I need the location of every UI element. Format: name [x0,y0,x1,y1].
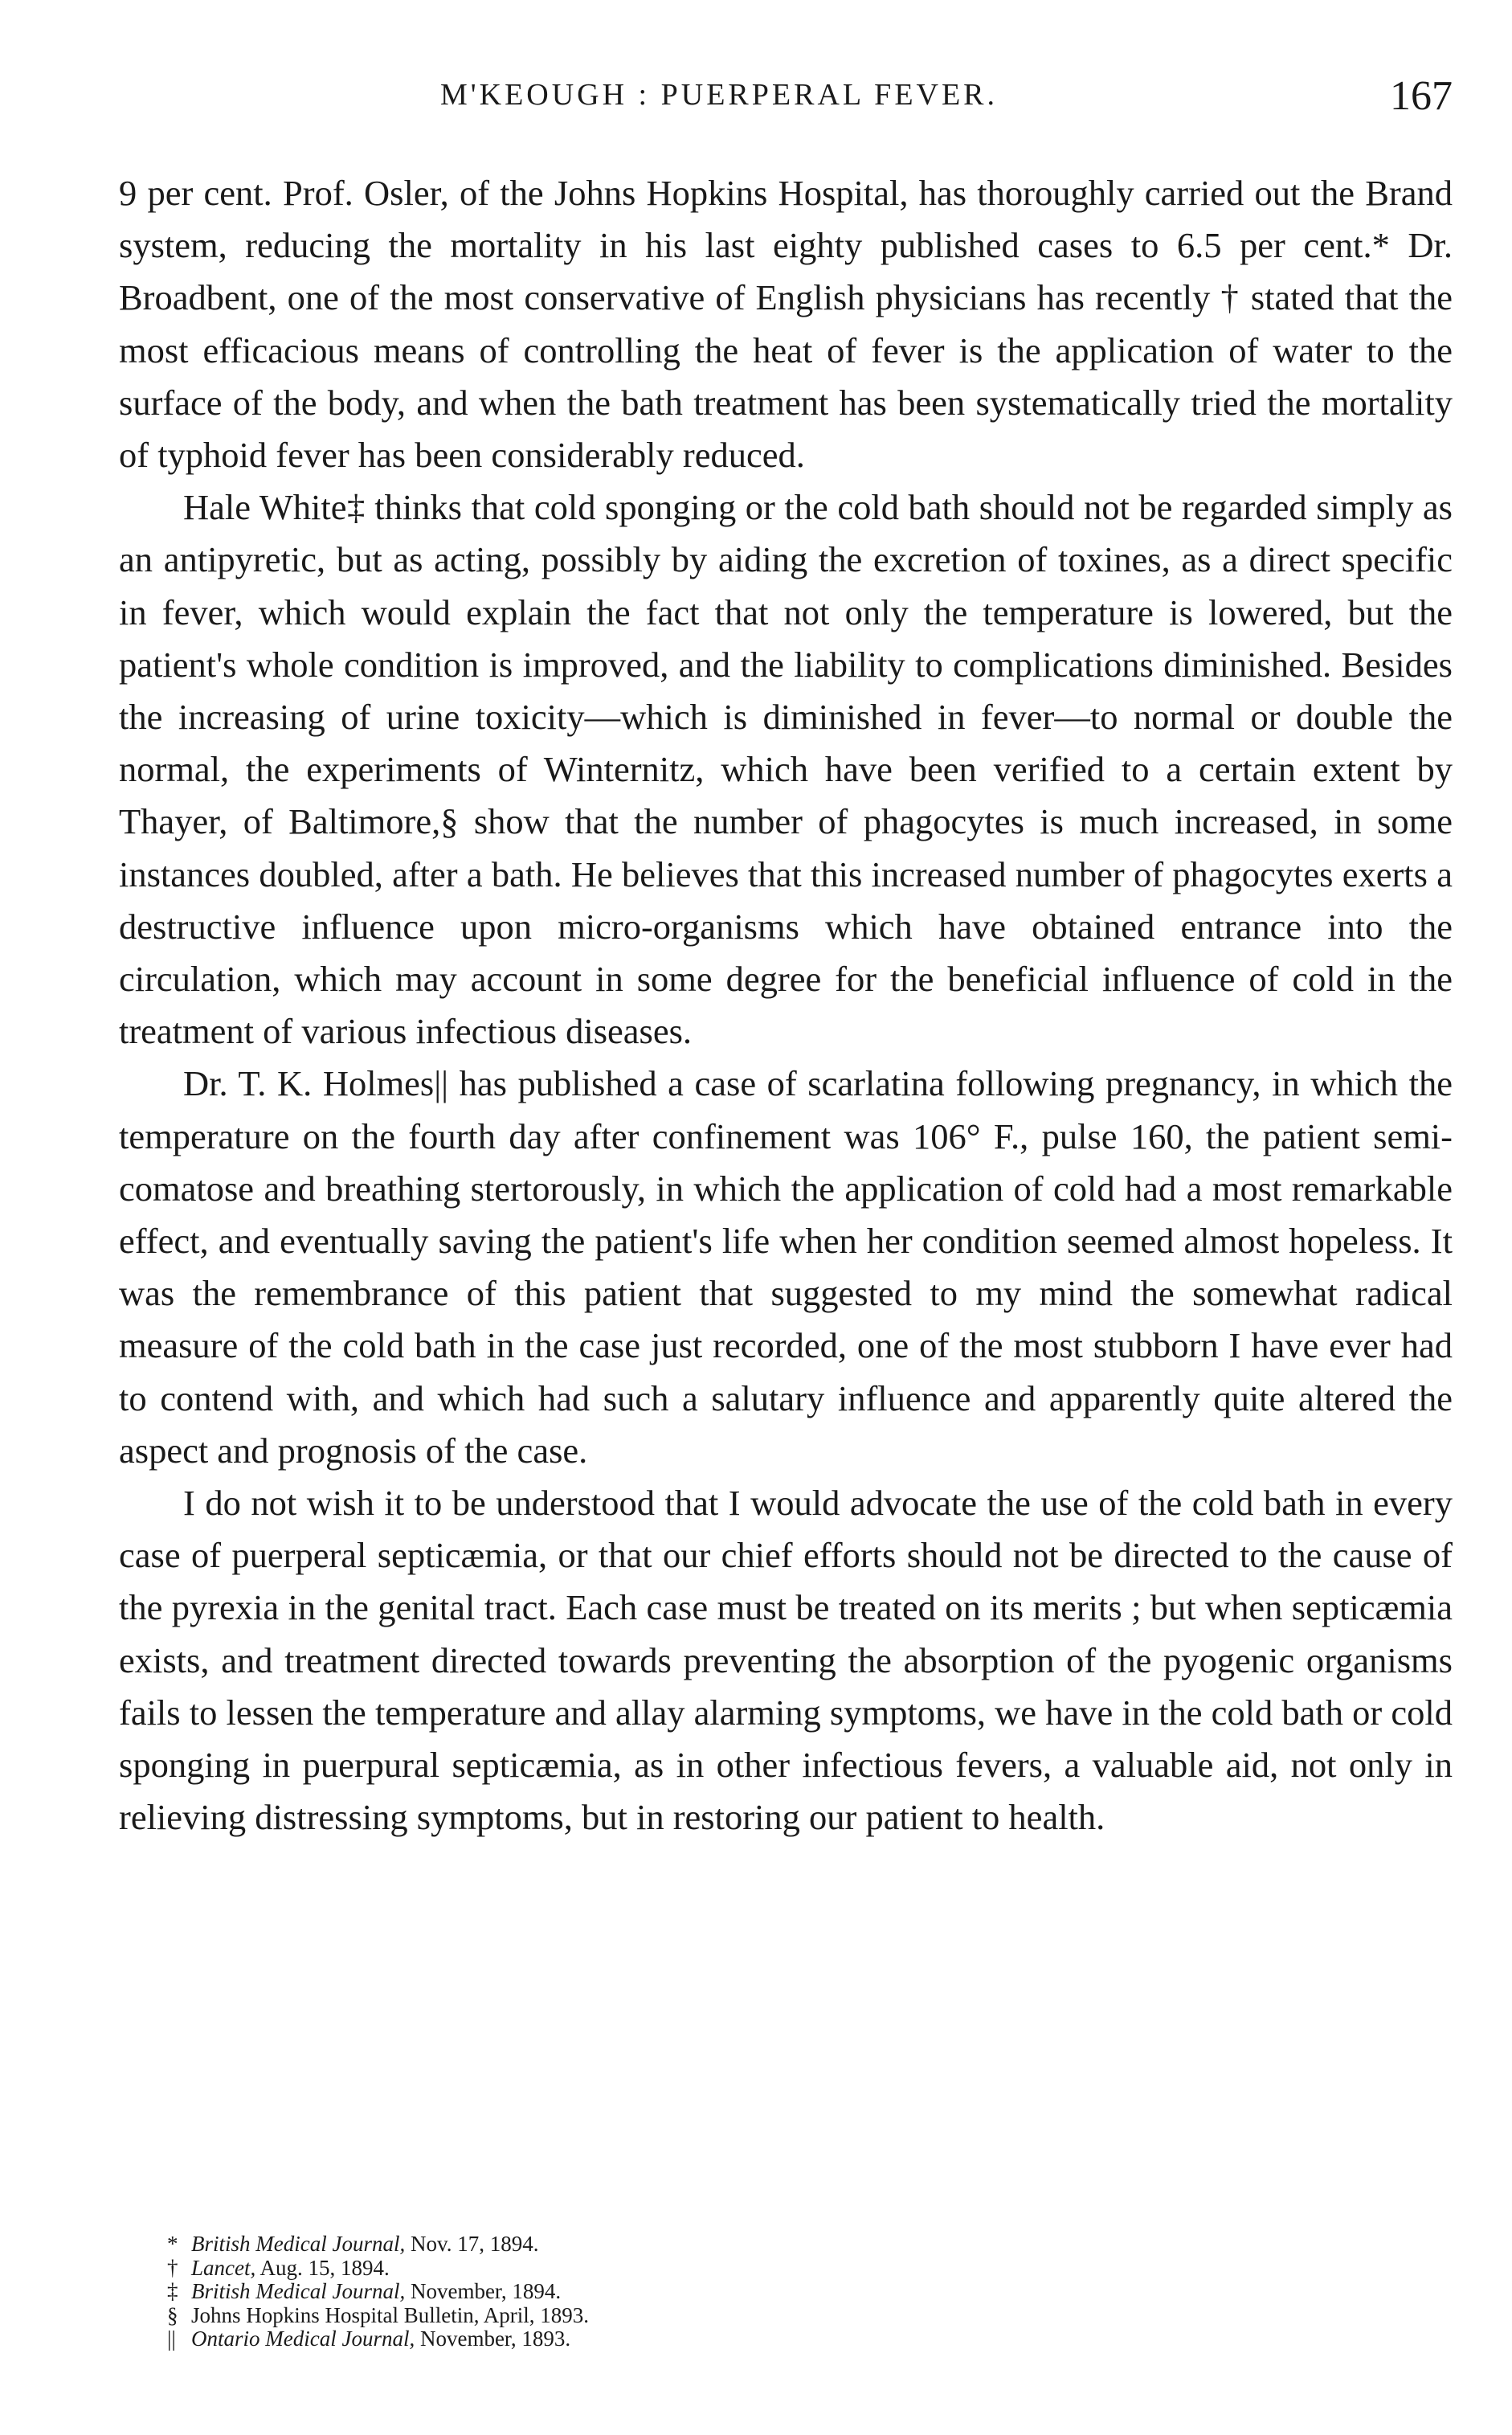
footnote-detail: November, 1894. [405,2279,562,2303]
footnote-mark: * [167,2232,178,2256]
footnote-ref: ‡ [346,487,366,528]
footnote-mark: § [167,2302,178,2327]
footnote-source: British Medical Journal, [191,2232,406,2256]
footnote-mark: ‡ [167,2279,178,2303]
footnote [167,2327,1212,2351]
paragraph [119,481,1453,1058]
footnote-ref: § [440,801,459,842]
running-head [119,73,1453,125]
journal-page [119,0,1453,2435]
text-run: show that the number of phagocytes is much increased, in some instances doubled, after a bath. He believes that this increased number of phagocytes exerts a destructive influence upon micro-organisms which have obtained entrance into the circulation, which may account in some degree for the beneficial influence of cold in the treatment of various infectious diseases. [119,801,1453,1052]
footnote [167,2232,1212,2257]
page-number: 167 [1390,73,1453,119]
footnote-detail: Nov. 17, 1894. [405,2232,539,2256]
footnote-ref: † [1220,277,1240,318]
article-body [119,167,1453,1844]
footnote-detail: Johns Hopkins Hospital Bulletin, April, 1893. [191,2302,590,2327]
footnote [167,2304,1212,2328]
footnote [167,2257,1212,2281]
footnote-ref: * [1371,225,1390,266]
text-run: has published a case of scarlatina following pregnancy, in which the temperature on the fourth day after confinement was 106° F., pulse 160, the patient semi-comatose and breathing stertorously, in which the application of cold had a most remarkable effect, and eventually saving the patient's life when her condition seemed almost hopeless. It was the remembrance of this patient that suggested to my mind the somewhat radical measure of the cold bath in the case just recorded, one of the most stubborn I have ever had to contend with, and which had such a salutary influence and apparently quite altered the aspect and prognosis of the case. [119,1063,1453,1471]
footnote-source: British Medical Journal, [191,2279,406,2303]
footnote-source: Lancet, [191,2255,256,2280]
footnotes [167,2232,1212,2351]
footnote-ref: || [434,1063,449,1104]
paragraph [119,1477,1453,1844]
footnote-detail: Aug. 15, 1894. [255,2255,390,2280]
text-run: Dr. Broadbent, one of the most conservative of English physicians has recently [119,225,1453,318]
footnote-source: Ontario Medical Journal, [191,2327,415,2351]
text-run: Hale White [183,487,347,528]
text-run: thinks that cold sponging or the cold bath should not be regarded simply as an antipyretic, but as acting, possibly by aiding the excretion of toxines, as a direct specific in fever, which would explain the fact that not only the temperature is lowered, but the patient's whole condition is improved, and the liability to complications diminished. Besides the increasing of urine toxicity—which is diminished in fever—to normal or double the normal, the experiments of Winternitz, which have been verified to a certain extent by Thayer, of Baltimore, [119,487,1453,842]
paragraph [119,167,1453,481]
footnote [167,2280,1212,2304]
paragraph [119,1058,1453,1477]
running-title: M'KEOUGH : PUERPERAL FEVER. [440,78,999,112]
text-run: I do not wish it to be understood that I would advocate the use of the cold bath in every case of puerperal septicæmia, or that our chief efforts should not be directed to the cause of the pyrexia in the genital tract. Each case must be treated on its merits ; but when septicæmia exists, and treatment directed towards preventing the absorption of the pyogenic organisms fails to lessen the temperature and allay alarming symptoms, we have in the cold bath or cold sponging in puerpural septicæmia, as in other infectious fevers, a valuable aid, not only in relieving distressing symptoms, but in restoring our patient to health. [119,1483,1453,1838]
text-run: Dr. T. K. Holmes [183,1063,435,1104]
footnote-mark: || [167,2327,176,2351]
text-run: stated that the most efficacious means of controlling the heat of fever is the application of water to the surface of the body, and when the bath treatment has been systematically tried the mortality of typhoid fever has been considerably reduced. [119,277,1453,476]
text-run: 9 per cent. Prof. Osler, of the Johns Hopkins Hospital, has thoroughly carried out the Brand system, reducing the mortality in his last eighty published cases to 6.5 per cent. [119,173,1453,266]
footnote-detail: November, 1893. [415,2327,571,2351]
footnote-mark: † [167,2255,178,2280]
